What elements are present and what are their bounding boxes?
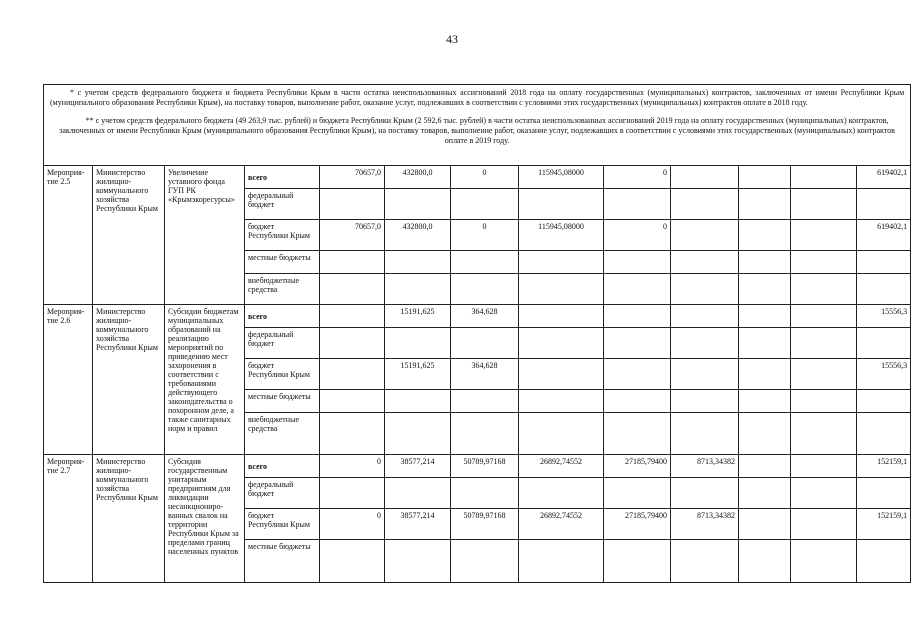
value-cell	[739, 189, 791, 220]
description-cell: Субсидии бюджетам муниципальных образований на реализацию мероприятий по приведению мест захоронения в соответствии с требованиями действующего законодательства о похоронном деле, а также санитарных норм и правил	[165, 305, 245, 455]
value-cell: 364,628	[451, 359, 519, 390]
value-cell	[857, 478, 911, 509]
value-cell: 0	[320, 509, 385, 540]
value-cell	[604, 413, 671, 455]
value-cell	[739, 166, 791, 189]
value-cell	[604, 305, 671, 328]
notes-cell	[44, 85, 911, 166]
value-cell	[671, 478, 739, 509]
value-cell	[519, 540, 604, 583]
value-cell	[451, 274, 519, 305]
value-cell	[791, 166, 857, 189]
value-cell: 15191,625	[385, 305, 451, 328]
value-cell	[739, 251, 791, 274]
budget-table	[43, 84, 911, 583]
budget-table-sheet	[43, 84, 908, 583]
value-cell	[385, 251, 451, 274]
value-cell: 0	[604, 166, 671, 189]
value-cell: 50789,97168	[451, 509, 519, 540]
value-cell	[320, 305, 385, 328]
value-cell	[739, 413, 791, 455]
footnote-1: * с учетом средств федерального бюджета и бюджета Республики Крым в части остатка неиспользованных ассигнований 2018 года на оплату государственных (муниципальных) контрактов, заключенных от имени Республики Крым (муниципального образования Республики Крым), на поставку товаров, выполнение работ, оказание услуг, подлежавших в соответствии с условиями этих государственных (муниципальных) контрактов оплате в 2018 году.	[50, 88, 905, 107]
value-cell	[385, 328, 451, 359]
value-cell: 15556,3	[857, 305, 911, 328]
value-cell	[320, 359, 385, 390]
value-cell	[739, 220, 791, 251]
value-cell: 8713,34382	[671, 509, 739, 540]
value-cell	[385, 413, 451, 455]
value-cell	[604, 251, 671, 274]
notes-row	[44, 85, 911, 166]
value-cell	[671, 540, 739, 583]
value-cell	[791, 413, 857, 455]
value-cell	[320, 274, 385, 305]
value-cell	[857, 251, 911, 274]
funding-source-cell: всего	[245, 305, 320, 328]
value-cell	[385, 274, 451, 305]
value-cell: 115945,08000	[519, 220, 604, 251]
value-cell	[857, 328, 911, 359]
value-cell	[791, 359, 857, 390]
value-cell	[791, 509, 857, 540]
value-cell	[385, 540, 451, 583]
value-cell	[519, 413, 604, 455]
value-cell	[604, 359, 671, 390]
value-cell	[857, 189, 911, 220]
value-cell	[671, 189, 739, 220]
value-cell: 50789,97168	[451, 455, 519, 478]
value-cell	[671, 328, 739, 359]
value-cell	[791, 251, 857, 274]
value-cell: 70657,0	[320, 166, 385, 189]
value-cell: 0	[451, 166, 519, 189]
value-cell	[604, 274, 671, 305]
value-cell: 432800,0	[385, 166, 451, 189]
value-cell	[519, 189, 604, 220]
value-cell	[451, 478, 519, 509]
value-cell	[739, 509, 791, 540]
funding-source-cell: федеральный бюджет	[245, 189, 320, 220]
value-cell: 70657,0	[320, 220, 385, 251]
value-cell	[671, 166, 739, 189]
funding-source-cell: всего	[245, 166, 320, 189]
value-cell: 15191,625	[385, 359, 451, 390]
value-cell	[604, 540, 671, 583]
value-cell	[451, 328, 519, 359]
funding-source-cell: федеральный бюджет	[245, 328, 320, 359]
value-cell: 152159,1	[857, 509, 911, 540]
executor-cell: Министерство жилищно-коммунального хозяйства Республики Крым	[93, 305, 165, 455]
value-cell	[671, 413, 739, 455]
value-cell	[519, 390, 604, 413]
funding-source-cell: бюджет Республики Крым	[245, 220, 320, 251]
value-cell	[739, 540, 791, 583]
funding-source-cell: местные бюджеты	[245, 540, 320, 583]
value-cell	[671, 390, 739, 413]
table-row	[44, 166, 911, 189]
value-cell: 0	[604, 220, 671, 251]
value-cell	[451, 189, 519, 220]
value-cell: 364,628	[451, 305, 519, 328]
value-cell	[791, 455, 857, 478]
funding-source-cell: местные бюджеты	[245, 390, 320, 413]
value-cell: 8713,34382	[671, 455, 739, 478]
value-cell	[320, 478, 385, 509]
value-cell	[857, 413, 911, 455]
value-cell	[320, 189, 385, 220]
value-cell	[671, 251, 739, 274]
value-cell	[451, 390, 519, 413]
value-cell	[739, 390, 791, 413]
value-cell	[451, 540, 519, 583]
value-cell	[604, 189, 671, 220]
funding-source-cell: бюджет Республики Крым	[245, 359, 320, 390]
measure-id-cell: Мероприя-тие 2.6	[44, 305, 93, 455]
value-cell	[739, 455, 791, 478]
value-cell	[739, 328, 791, 359]
value-cell	[320, 540, 385, 583]
value-cell	[671, 220, 739, 251]
table-row	[44, 305, 911, 328]
value-cell	[739, 478, 791, 509]
value-cell: 38577,214	[385, 509, 451, 540]
value-cell	[604, 478, 671, 509]
value-cell	[451, 251, 519, 274]
value-cell	[320, 328, 385, 359]
value-cell	[320, 413, 385, 455]
value-cell	[857, 540, 911, 583]
value-cell	[791, 305, 857, 328]
value-cell: 27185,79400	[604, 455, 671, 478]
executor-cell: Министерство жилищно-коммунального хозяйства Республики Крым	[93, 166, 165, 305]
funding-source-cell: внебюджетные средства	[245, 413, 320, 455]
value-cell	[671, 359, 739, 390]
value-cell	[519, 274, 604, 305]
value-cell	[320, 251, 385, 274]
funding-source-cell: внебюджетные средства	[245, 274, 320, 305]
value-cell	[739, 305, 791, 328]
value-cell	[519, 359, 604, 390]
funding-source-cell: всего	[245, 455, 320, 478]
value-cell	[519, 478, 604, 509]
value-cell	[791, 189, 857, 220]
value-cell	[604, 390, 671, 413]
description-cell: Субсидия государственным унитарным предприятиям для ликвидации несанкциониро-ванных свалок на территории Республики Крым за пределами границ населенных пунктов	[165, 455, 245, 583]
value-cell	[857, 274, 911, 305]
footnote-2: ** с учетом средств федерального бюджета (49 263,9 тыс. рублей) и бюджета Республики Крым (2 592,6 тыс. рублей) в части остатка неиспользованных ассигнований 2019 года на оплату государственных (муниципальных) контрактов, заключенных от имени Республики Крым (муниципального образования Республики Крым), на поставку товаров, выполнение работ, оказание услуг, подлежавших в соответствии с условиями этих государственных (муниципальных) контрактов оплате в 2019 году.	[59, 116, 895, 145]
value-cell: 0	[451, 220, 519, 251]
funding-source-cell: местные бюджеты	[245, 251, 320, 274]
value-cell: 0	[320, 455, 385, 478]
value-cell	[385, 189, 451, 220]
value-cell: 38577,214	[385, 455, 451, 478]
measure-id-cell: Мероприя-тие 2.5	[44, 166, 93, 305]
measure-id-cell: Мероприя-тие 2.7	[44, 455, 93, 583]
value-cell: 432800,0	[385, 220, 451, 251]
value-cell	[791, 390, 857, 413]
value-cell: 152159,1	[857, 455, 911, 478]
value-cell	[519, 305, 604, 328]
value-cell: 115945,08000	[519, 166, 604, 189]
value-cell	[791, 274, 857, 305]
value-cell	[519, 328, 604, 359]
value-cell: 15556,3	[857, 359, 911, 390]
value-cell	[671, 274, 739, 305]
description-cell: Увеличение уставного фонда ГУП РК «Крымэкоресурсы»	[165, 166, 245, 305]
value-cell	[791, 328, 857, 359]
value-cell	[791, 540, 857, 583]
value-cell	[385, 478, 451, 509]
value-cell	[791, 220, 857, 251]
value-cell	[519, 251, 604, 274]
funding-source-cell: бюджет Республики Крым	[245, 509, 320, 540]
value-cell	[857, 390, 911, 413]
value-cell	[604, 328, 671, 359]
value-cell	[791, 478, 857, 509]
value-cell	[451, 413, 519, 455]
value-cell: 619402,1	[857, 166, 911, 189]
value-cell	[671, 305, 739, 328]
value-cell: 619402,1	[857, 220, 911, 251]
page-number: 43	[446, 32, 458, 46]
value-cell	[739, 274, 791, 305]
value-cell: 26892,74552	[519, 455, 604, 478]
value-cell: 27185,79400	[604, 509, 671, 540]
value-cell: 26892,74552	[519, 509, 604, 540]
funding-source-cell: федеральный бюджет	[245, 478, 320, 509]
value-cell	[739, 359, 791, 390]
table-row	[44, 455, 911, 478]
executor-cell: Министерство жилищно-коммунального хозяйства Республики Крым	[93, 455, 165, 583]
value-cell	[320, 390, 385, 413]
value-cell	[385, 390, 451, 413]
